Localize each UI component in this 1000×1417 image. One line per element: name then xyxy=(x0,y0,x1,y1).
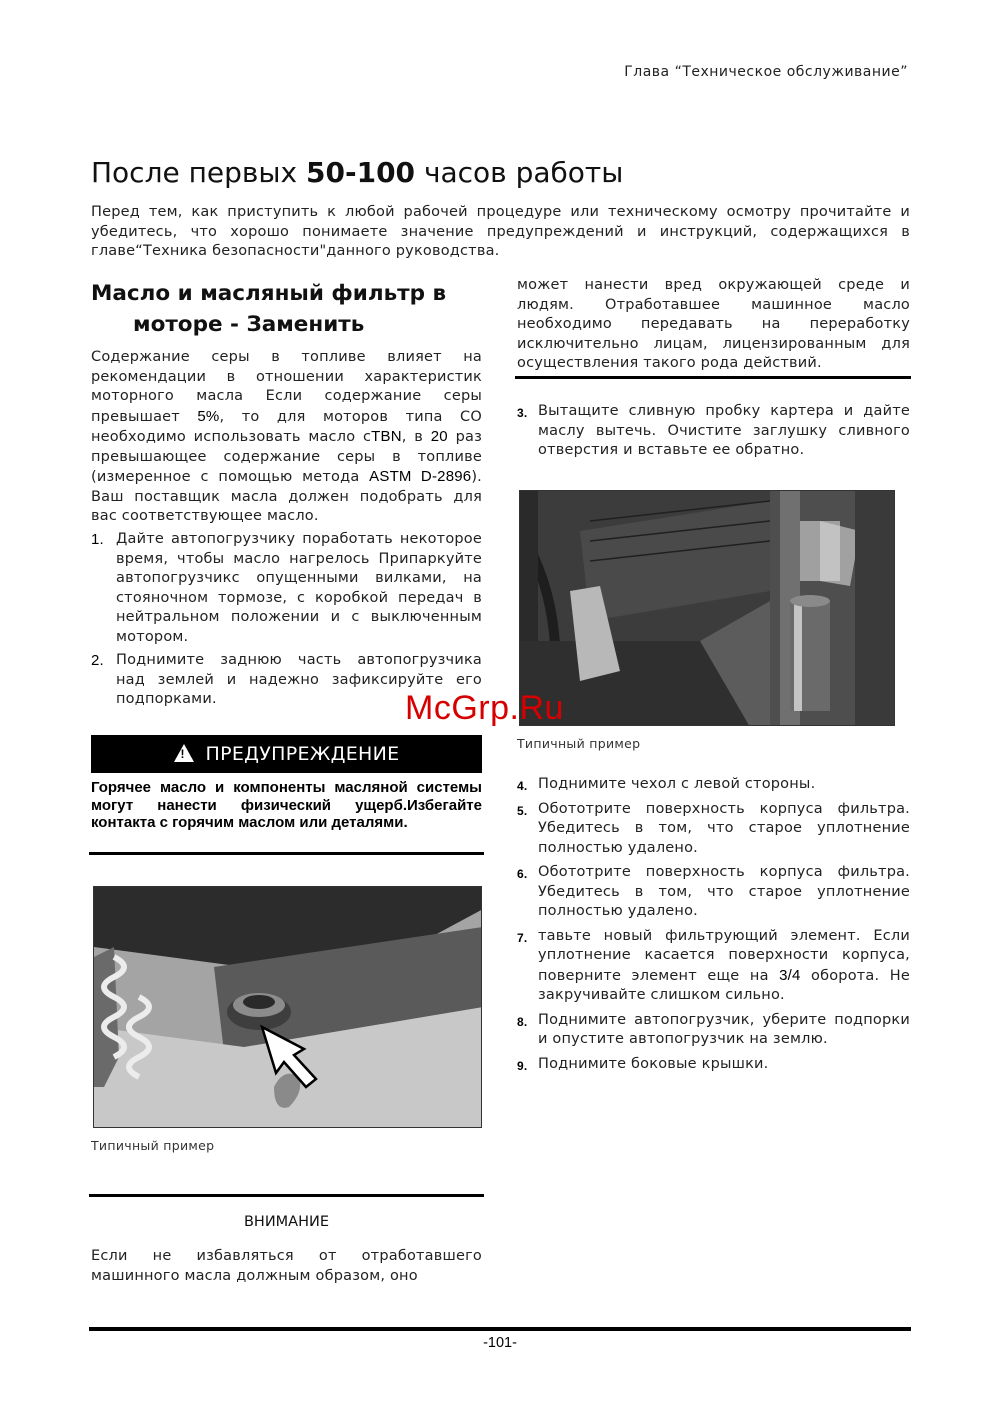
warning-title: ПРЕДУПРЕЖДЕНИЕ xyxy=(205,743,400,765)
list-item: 6. Обототрите поверхность корпуса фильтра. Убедитесь в том, что старое уплотнение полностью удалено. xyxy=(517,864,910,919)
right-photo-caption: Типичный пример xyxy=(517,736,641,751)
warning-text: Горячее масло и компоненты масляной системы могут нанести физический ущерб.Избегайте контакта с горячим маслом или деталями. xyxy=(91,779,482,831)
list-item: 9. Поднимите боковые крышки. xyxy=(517,1055,769,1073)
divider xyxy=(515,376,911,379)
photo-illustration xyxy=(520,491,895,726)
warning-triangle-icon: ! xyxy=(174,744,194,762)
list-item: 7. тавьте новый фильтрующий элемент. Если уплотнение касается поверхности корпуса, поверните элемент еще на 3/4 оборота. Не закручивайте слишком сильно. xyxy=(517,927,910,1003)
list-item: 5. Обототрите поверхность корпуса фильтра. Убедитесь в том, что старое уплотнение полностью удалено. xyxy=(517,800,910,856)
notice-text-left: Если не избавляться от отработавшего машинного масла должным образом, оно xyxy=(91,1248,482,1284)
steps-right-list xyxy=(517,775,910,1074)
sulfur-paragraph: Содержание серы в топливе влияет на рекомендации в отношении характеристик моторного масла Если содержание серы превышает 5%, то для моторов типа CO необходимо использовать масло сTBN, в 20 раз превышающее содержание серы в топливе (измеренное с помощью метода ASTM D-2896). Ваш поставщик масла должен подобрать для вас соответствующее масло. xyxy=(91,349,482,524)
divider xyxy=(89,1194,484,1197)
intro-paragraph: Перед тем, как приступить к любой рабочей процедуре или техническому осмотру прочитайте и убедитесь, что хорошо понимаете значение предупреждений и инструкций, содержащихся в главе“Техника безопасности"данного руководства. xyxy=(91,204,910,259)
watermark: McGrp.Ru xyxy=(405,689,564,727)
notice-title: ВНИМАНИЕ xyxy=(243,1214,330,1230)
list-item: 1. Дайте автопогрузчику поработать некоторое время, чтобы масло нагрелось Припаркуйте автопогрузчикс опущенными вилками, на стояночном тормозе, с коробкой передач в нейтральном положении и с выключенным мотором. xyxy=(91,531,482,645)
page-title: После первых 50-100 часов работы xyxy=(91,156,624,189)
chapter-header: Глава “Техническое обслуживание” xyxy=(624,64,908,80)
list-item: 3. Вытащите сливную пробку картера и дайте маслу вытечь. Очистите заглушку сливного отверстия и вставьте ее обратно. xyxy=(517,403,910,458)
list-item: 4. Поднимите чехол с левой стороны. xyxy=(517,776,816,793)
step-3-list xyxy=(517,402,910,461)
page-number: -101- xyxy=(483,1335,517,1351)
list-item: 8. Поднимите автопогрузчик, уберите подпорки и опустите автопогрузчик на землю. xyxy=(517,1011,910,1047)
oil-drain-plug-photo xyxy=(93,886,482,1128)
warning-banner xyxy=(91,735,482,773)
list-item: 2. Поднимите заднюю часть автопогрузчика над землей и надежно зафиксируйте его подпорками. xyxy=(91,652,482,707)
section-title: Масло и масляный фильтр в моторе - Заменить xyxy=(91,281,447,337)
steps-left-list xyxy=(91,530,482,710)
drain-plug-removal-photo xyxy=(519,490,895,726)
left-photo-caption: Типичный пример xyxy=(91,1138,215,1153)
notice-text-right: может нанести вред окружающей среде и людям. Отработавшее машинное масло необходимо передавать на переработку исключительно лицам, лицензированным для осуществления такого рода действий. xyxy=(517,277,910,371)
photo-illustration xyxy=(94,887,482,1128)
footer-divider xyxy=(89,1327,911,1331)
divider xyxy=(89,852,484,855)
